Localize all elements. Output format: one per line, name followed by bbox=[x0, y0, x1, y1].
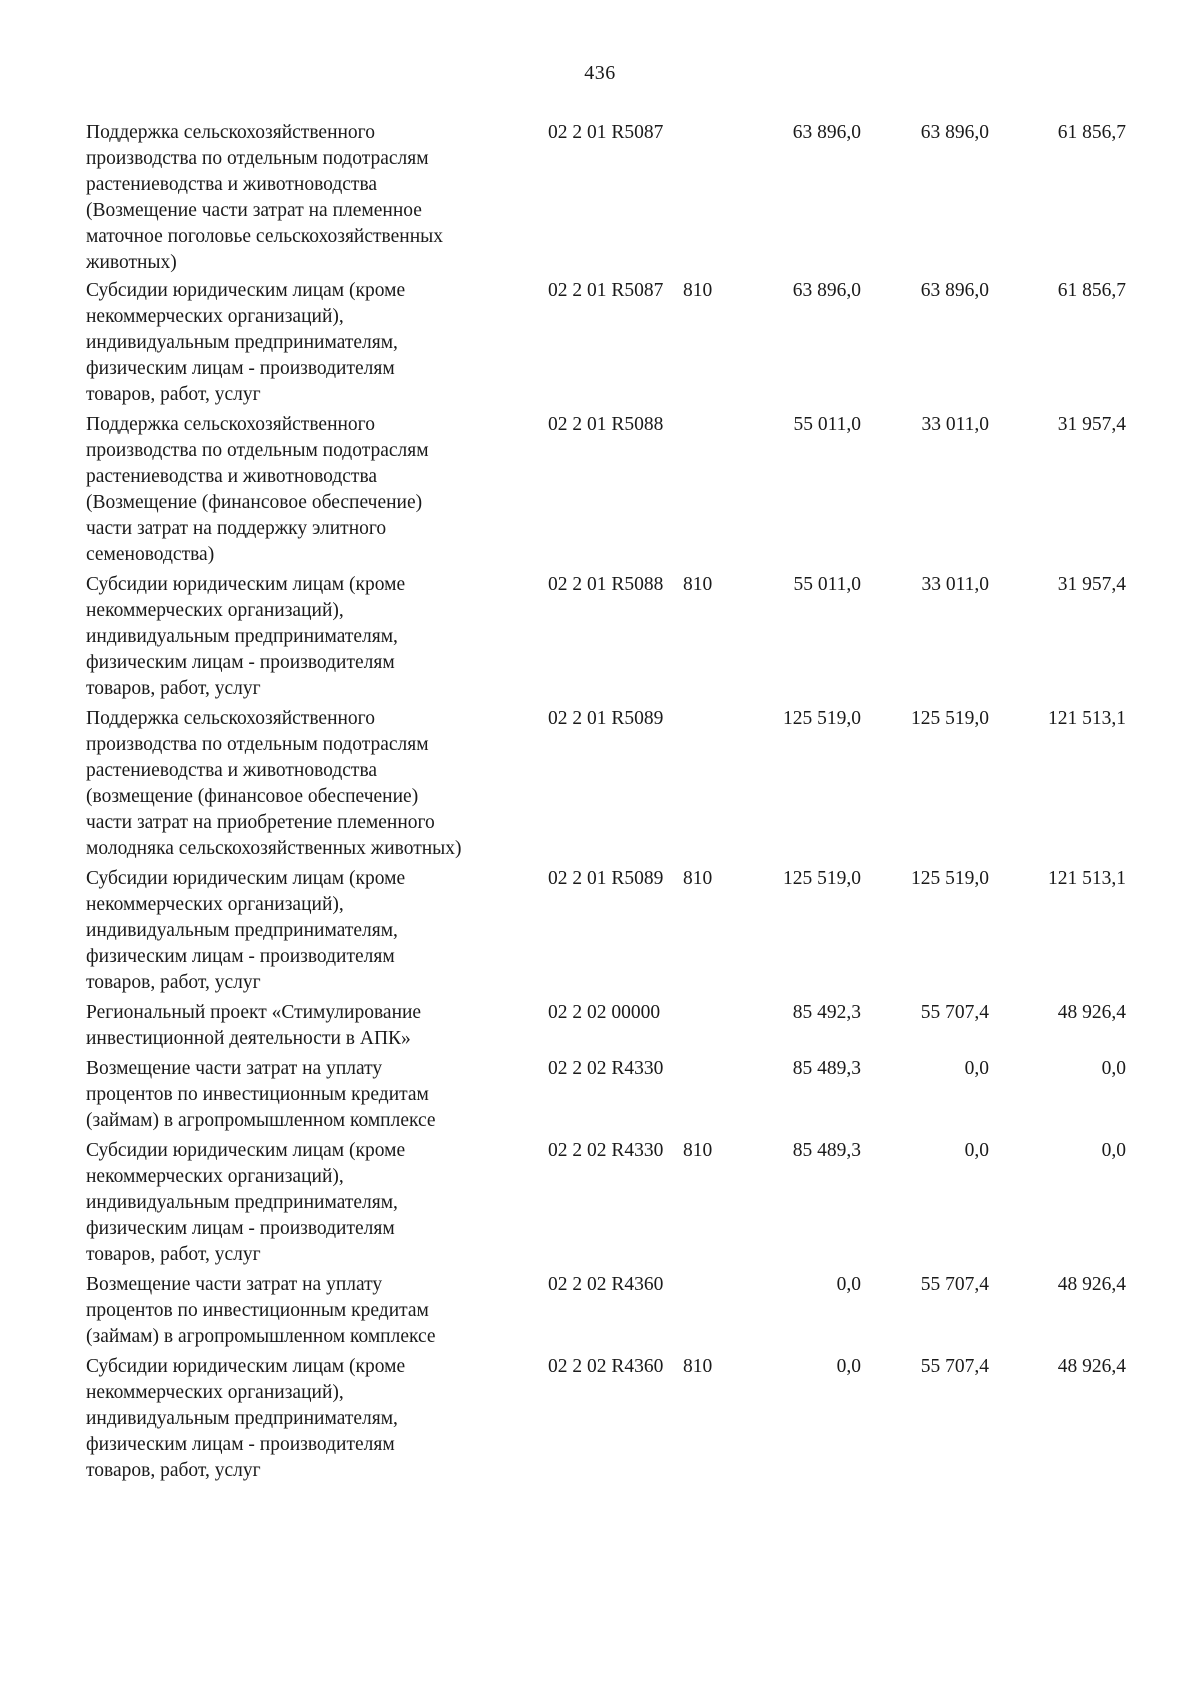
row-value-1: 55 011,0 bbox=[793, 574, 861, 595]
table-row bbox=[86, 1354, 1176, 1484]
row-code: 02 2 02 R4330 bbox=[548, 1140, 664, 1161]
row-expense-type: 810 bbox=[683, 868, 713, 889]
row-value-1: 85 492,3 bbox=[792, 1002, 861, 1023]
row-value-1: 85 489,3 bbox=[792, 1058, 861, 1079]
row-value-2: 33 011,0 bbox=[921, 574, 989, 595]
row-name: Возмещение части затрат на уплату процентов по инвестиционным кредитам (займам) в агропромышленном комплексе bbox=[86, 1058, 436, 1131]
row-code: 02 2 01 R5089 bbox=[548, 868, 664, 889]
row-name: Субсидии юридическим лицам (кроме некоммерческих организаций), индивидуальным предпринимателям, физическим лицам - производителям товаров, работ, услуг bbox=[86, 574, 406, 699]
row-value-2: 125 519,0 bbox=[911, 868, 989, 889]
row-code: 02 2 01 R5088 bbox=[548, 414, 664, 435]
row-name: Субсидии юридическим лицам (кроме некоммерческих организаций), индивидуальным предпринимателям, физическим лицам - производителям товаров, работ, услуг bbox=[86, 1356, 406, 1481]
row-expense-type: 810 bbox=[683, 1356, 713, 1377]
row-name: Поддержка сельскохозяйственного производства по отдельным подотраслям растениеводства и животноводства (Возмещение части затрат на племенное маточное поголовье сельскохозяйственных животных) bbox=[86, 122, 444, 273]
table-row bbox=[86, 1000, 1176, 1052]
row-code: 02 2 02 R4330 bbox=[548, 1058, 664, 1079]
table-row bbox=[86, 120, 1176, 276]
budget-table bbox=[86, 120, 1176, 1484]
row-value-3: 0,0 bbox=[1101, 1058, 1126, 1079]
row-name: Субсидии юридическим лицам (кроме некоммерческих организаций), индивидуальным предпринимателям, физическим лицам - производителям товаров, работ, услуг bbox=[86, 868, 406, 993]
row-code: 02 2 01 R5087 bbox=[548, 122, 664, 143]
table-row bbox=[86, 278, 1176, 408]
row-name: Субсидии юридическим лицам (кроме некоммерческих организаций), индивидуальным предпринимателям, физическим лицам - производителям товаров, работ, услуг bbox=[86, 280, 406, 405]
row-expense-type: 810 bbox=[683, 280, 713, 301]
row-code: 02 2 01 R5089 bbox=[548, 708, 664, 729]
row-value-2: 0,0 bbox=[964, 1140, 989, 1161]
row-value-1: 0,0 bbox=[836, 1274, 861, 1295]
row-value-3: 48 926,4 bbox=[1057, 1002, 1126, 1023]
row-name: Субсидии юридическим лицам (кроме некоммерческих организаций), индивидуальным предпринимателям, физическим лицам - производителям товаров, работ, услуг bbox=[86, 1140, 406, 1265]
table-row bbox=[86, 1272, 1176, 1350]
row-value-3: 31 957,4 bbox=[1057, 574, 1126, 595]
row-name: Возмещение части затрат на уплату процентов по инвестиционным кредитам (займам) в агропромышленном комплексе bbox=[86, 1274, 436, 1347]
row-expense-type: 810 bbox=[683, 1140, 713, 1161]
row-name: Поддержка сельскохозяйственного производства по отдельным подотраслям растениеводства и животноводства (Возмещение (финансовое обеспечение) части затрат на поддержку элитного семеноводства) bbox=[86, 414, 429, 565]
row-value-3: 61 856,7 bbox=[1057, 122, 1126, 143]
row-value-1: 85 489,3 bbox=[792, 1140, 861, 1161]
row-value-2: 0,0 bbox=[964, 1058, 989, 1079]
table-row bbox=[86, 1056, 1176, 1134]
table-row bbox=[86, 866, 1176, 996]
row-name: Поддержка сельскохозяйственного производства по отдельным подотраслям растениеводства и животноводства (возмещение (финансовое обеспечение) части затрат на приобретение племенного молодняка сельскохозяйственных животных) bbox=[86, 708, 462, 859]
row-value-2: 63 896,0 bbox=[920, 122, 989, 143]
row-value-1: 55 011,0 bbox=[793, 414, 861, 435]
row-value-3: 31 957,4 bbox=[1057, 414, 1126, 435]
row-value-1: 0,0 bbox=[836, 1356, 861, 1377]
row-code: 02 2 01 R5088 bbox=[548, 574, 664, 595]
table-row bbox=[86, 412, 1176, 568]
row-value-2: 63 896,0 bbox=[920, 280, 989, 301]
row-code: 02 2 02 R4360 bbox=[548, 1356, 664, 1377]
table-row bbox=[86, 706, 1176, 862]
row-value-3: 48 926,4 bbox=[1057, 1274, 1126, 1295]
row-value-3: 48 926,4 bbox=[1057, 1356, 1126, 1377]
row-value-2: 33 011,0 bbox=[921, 414, 989, 435]
row-value-3: 121 513,1 bbox=[1048, 708, 1126, 729]
row-value-2: 55 707,4 bbox=[920, 1356, 989, 1377]
row-value-2: 55 707,4 bbox=[920, 1274, 989, 1295]
row-value-3: 61 856,7 bbox=[1057, 280, 1126, 301]
row-value-3: 121 513,1 bbox=[1048, 868, 1126, 889]
row-value-1: 125 519,0 bbox=[783, 708, 861, 729]
row-expense-type: 810 bbox=[683, 574, 713, 595]
row-value-1: 125 519,0 bbox=[783, 868, 861, 889]
row-code: 02 2 02 00000 bbox=[548, 1002, 661, 1023]
row-value-2: 55 707,4 bbox=[920, 1002, 989, 1023]
row-code: 02 2 01 R5087 bbox=[548, 280, 664, 301]
row-value-1: 63 896,0 bbox=[792, 280, 861, 301]
table-row bbox=[86, 1138, 1176, 1268]
row-code: 02 2 02 R4360 bbox=[548, 1274, 664, 1295]
table-row bbox=[86, 572, 1176, 702]
row-value-1: 63 896,0 bbox=[792, 122, 861, 143]
row-name: Региональный проект «Стимулирование инвестиционной деятельности в АПК» bbox=[86, 1002, 422, 1049]
page-number: 436 bbox=[584, 62, 616, 84]
row-value-2: 125 519,0 bbox=[911, 708, 989, 729]
row-value-3: 0,0 bbox=[1101, 1140, 1126, 1161]
